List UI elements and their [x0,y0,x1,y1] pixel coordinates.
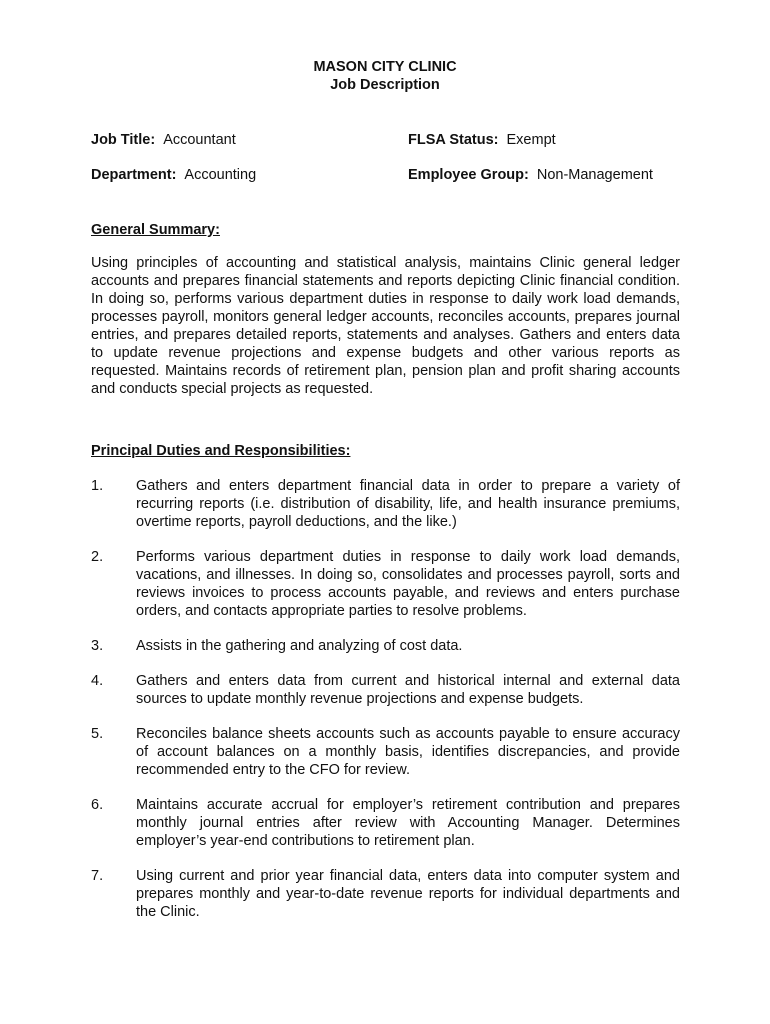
duty-item [91,867,680,921]
duty-number: 7. [91,868,104,884]
doc-type: Job Description [330,77,440,93]
department-label: Department: [91,167,177,183]
document-header [0,58,770,94]
duty-number: 1. [91,478,104,494]
duty-text: Performs various department duties in response to daily work load demands, vacations, and illnesses. In doing so, consolidates and processes payroll, sorts and reviews invoices to process accounts payable, and reviews and enters purchase orders, and contacts appropriate parties to resolve problems. [136,549,680,619]
duty-text: Gathers and enters data from current and historical internal and external data sources to update monthly revenue projections and expense budgets. [136,673,680,707]
duty-text: Gathers and enters department financial data in order to prepare a variety of recurring reports (i.e. distribution of disability, life, and health insurance premiums, overtime reports, payroll deductions, and the like.) [136,478,680,530]
flsa-status-field [408,131,556,149]
flsa-status-value: Exempt [506,132,556,148]
duty-item [91,637,680,655]
job-title-field [91,131,236,149]
employee-group-field [408,166,653,184]
org-name: MASON CITY CLINIC [313,59,457,75]
duties-list [91,477,680,938]
duty-number: 4. [91,673,104,689]
flsa-status-label: FLSA Status: [408,132,499,148]
duty-item [91,548,680,620]
job-title-label: Job Title: [91,132,156,148]
duty-number: 6. [91,797,104,813]
duty-text: Maintains accurate accrual for employer’s retirement contribution and prepares monthly journal entries after review with Accounting Manager. Determines employer’s year-end contributions to retirement plan. [136,797,680,849]
duty-text: Using current and prior year financial data, enters data into computer system and prepares monthly and year-to-date revenue reports for individual departments and the Clinic. [136,868,680,920]
duty-item [91,796,680,850]
job-title-value: Accountant [163,132,236,148]
duty-number: 2. [91,549,104,565]
duty-text: Assists in the gathering and analyzing of cost data. [136,638,463,654]
duty-text: Reconciles balance sheets accounts such as accounts payable to ensure accuracy of account balances on a monthly basis, identifies discrepancies, and provide recommended entry to the CFO for review. [136,726,680,778]
duty-item [91,672,680,708]
employee-group-label: Employee Group: [408,167,529,183]
department-value: Accounting [184,167,257,183]
duty-number: 5. [91,726,104,742]
general-summary-text: Using principles of accounting and statistical analysis, maintains Clinic general ledger accounts and prepares financial statements and reports depicting Clinic financial condition. In doing so, performs various department duties in response to daily work load demands, processes payroll, monitors general ledger accounts, reconciles accounts, prepares journal entries, and prepares detailed reports, statements and analyses. Gathers and enters data to update revenue projections and expense budgets and other various reports as requested. Maintains records of retirement plan, pension plan and profit sharing accounts and conducts special projects as requested. [91,255,680,397]
general-summary-heading: General Summary: [91,222,220,238]
duty-item [91,477,680,531]
duty-item [91,725,680,779]
duties-heading: Principal Duties and Responsibilities: [91,443,351,459]
employee-group-value: Non-Management [536,167,653,183]
duty-number: 3. [91,638,104,654]
department-field [91,166,256,184]
